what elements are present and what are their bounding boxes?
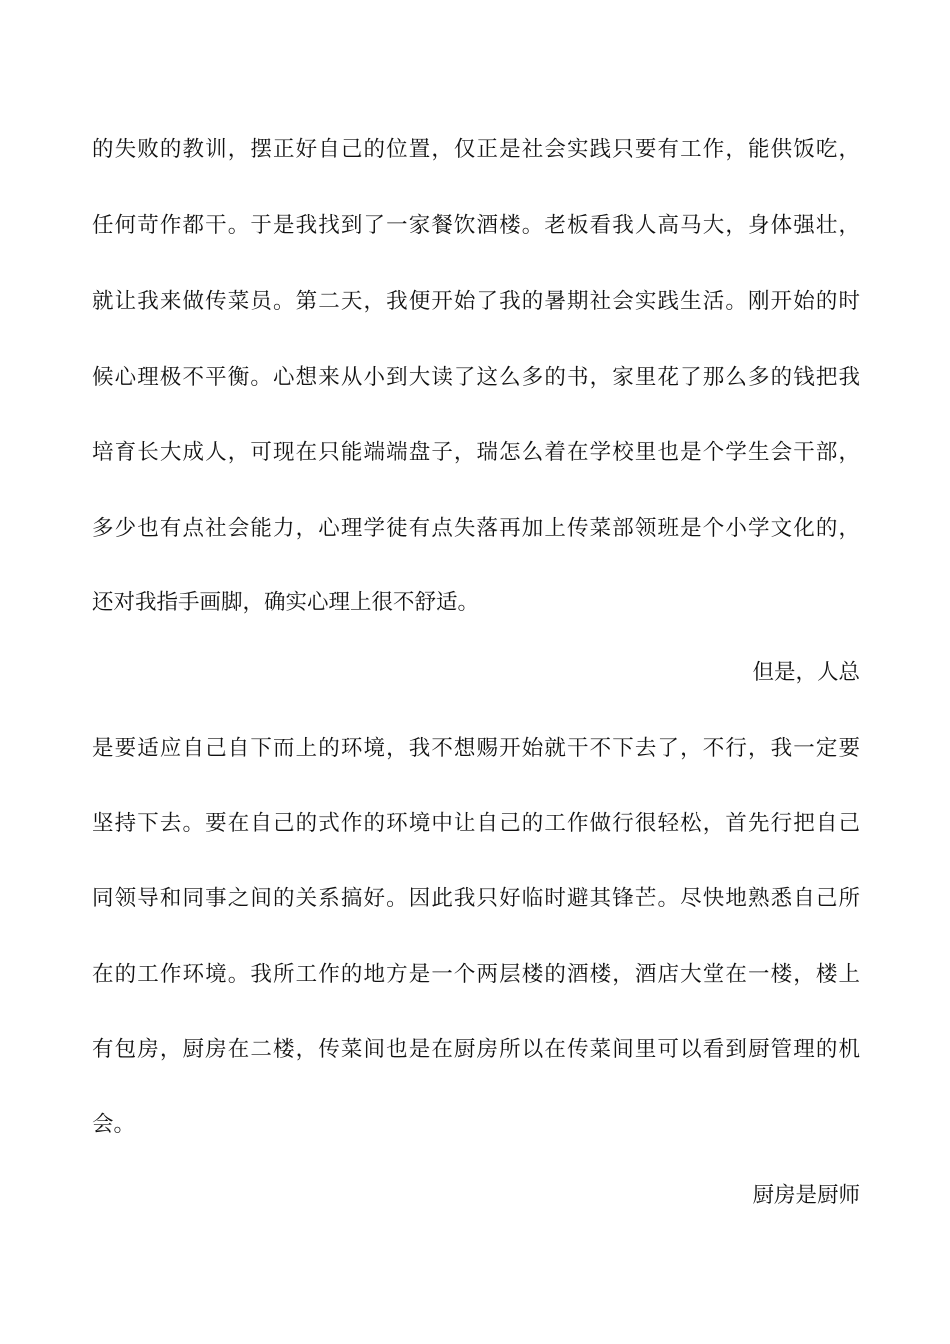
text-line: 就让我来做传菜员。第二天，我便开始了我的暑期社会实践生活。刚开始的时 — [92, 289, 860, 314]
paragraph-start: 厨房是厨师 — [752, 1183, 860, 1208]
text-line: 还对我指手画脚，确实心理上很不舒适。 — [92, 590, 480, 615]
paragraph-start: 但是，人总 — [752, 660, 860, 685]
text-line: 多少也有点社会能力，心理学徒有点失落再加上传菜部领班是个小学文化的， — [92, 516, 860, 541]
text-line: 任何苛作都干。于是我找到了一家餐饮酒楼。老板看我人高马大，身体强壮， — [92, 213, 860, 238]
text-line: 的失败的教训，摆正好自己的位置，仅正是社会实践只要有工作，能供饭吃， — [92, 137, 860, 162]
text-line: 是要适应自己自下而上的环境，我不想赐开始就干不下去了，不行，我一定要 — [92, 736, 860, 761]
text-line: 坚持下去。要在自己的式作的环境中让自己的工作做行很轻松，首先行把自己 — [92, 811, 860, 836]
text-line: 培育长大成人，可现在只能端端盘子，瑞怎么着在学校里也是个学生会干部， — [92, 440, 860, 465]
text-line: 候心理极不平衡。心想来从小到大读了这么多的书，家里花了那么多的钱把我 — [92, 365, 860, 390]
text-line: 在的工作环境。我所工作的地方是一个两层楼的酒楼，酒店大堂在一楼，楼上 — [92, 962, 860, 987]
text-line: 有包房，厨房在二楼，传菜间也是在厨房所以在传菜间里可以看到厨管理的机 — [92, 1037, 860, 1062]
text-line: 会。 — [92, 1112, 136, 1137]
text-line: 同领导和同事之间的关系搞好。因此我只好临时避其锋芒。尽快地熟悉自己所 — [92, 886, 860, 911]
